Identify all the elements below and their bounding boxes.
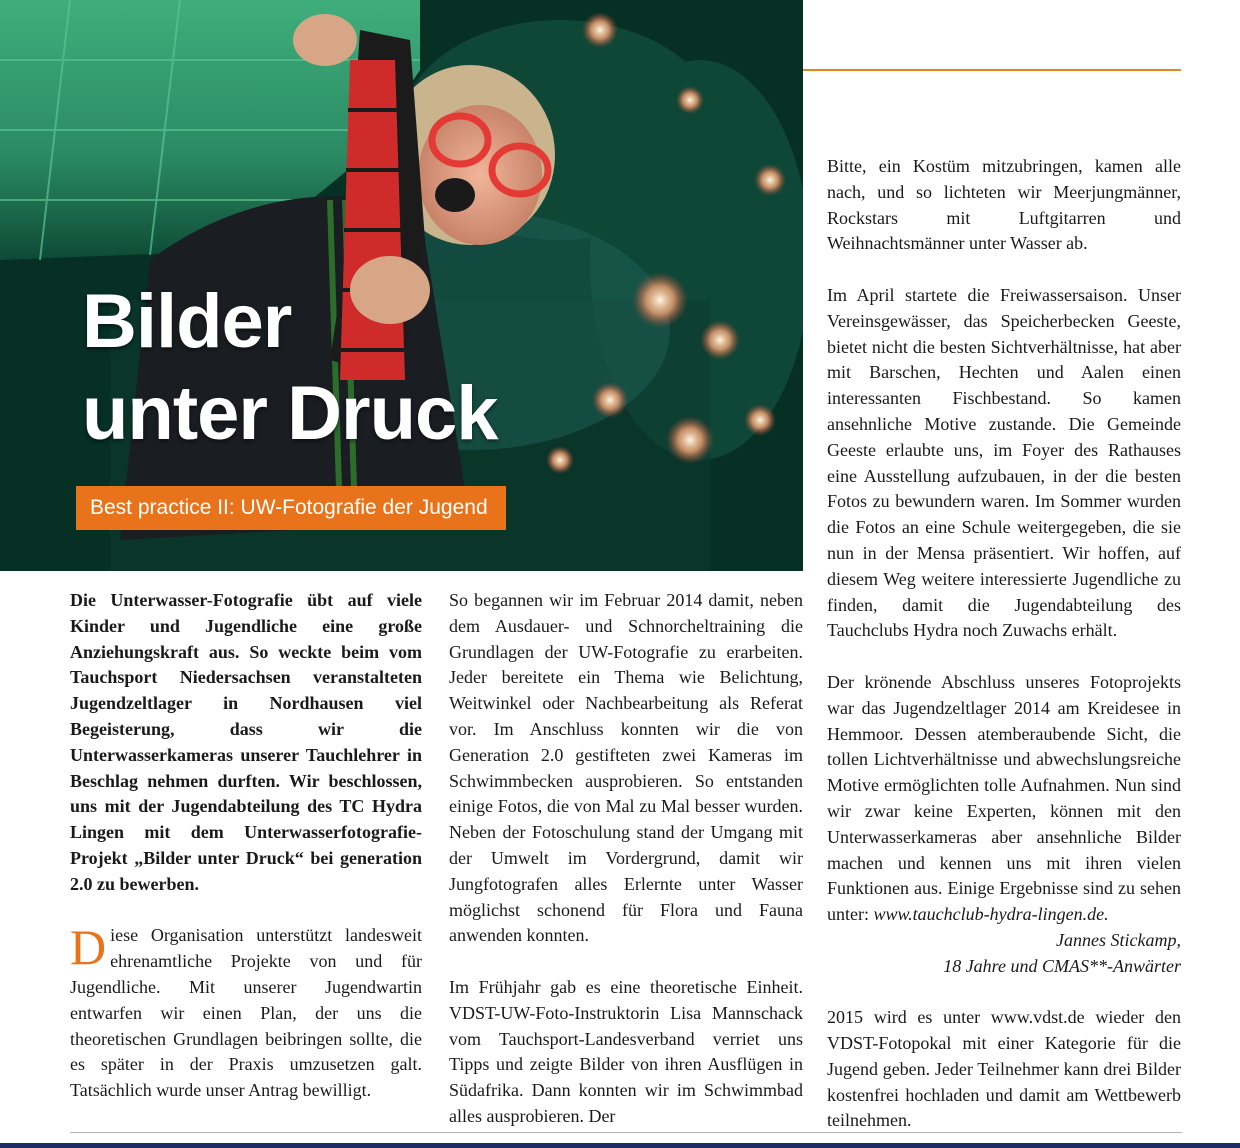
drop-cap: D <box>70 919 107 976</box>
text-column-2 <box>449 588 803 1130</box>
text-column-1 <box>70 588 422 1104</box>
headline-line-1: Bilder <box>82 279 292 364</box>
body-paragraph: Im April startete die Freiwassersaison. Unser Vereinsgewässer, das Speicherbecken Geeste, bietet nicht die besten Sichtverhältnisse, hat aber mit Barschen, Hechten und Aalen einen interessanten Fischbestand. So kamen ansehnliche Motive zustande. Die Gemeinde Geeste erlaubte uns, im Foyer des Rathauses eine Ausstellung aufzubauen, in der die besten Fotos zu bewundern waren. Im Sommer wurden die Fotos an eine Schule weitergegeben, die sie nun in der Mensa präsentiert. Wir hoffen, auf diesem Weg weitere interessierte Jugendliche zu finden, damit die Jugendabteilung des Tauchclubs Hydra noch Zuwachs erhält. <box>827 284 1181 641</box>
orange-divider-rule <box>803 69 1181 71</box>
body-paragraph-text: Der krönende Abschluss unseres Fotoprojekts war das Jugendzeltlager 2014 am Kreidesee in Hemmoor. Dessen atemberaubende Sicht, die tollen Lichtverhältnisse und abwechslungsreiche Motive ermöglichten tolle Aufnahmen. Nun sind wir zwar keine Experten, können mit den Unterwasserkameras aber ansehnliche Bilder machen und kennen uns mit ihren vielen Funktionen aus. Einige Ergebnisse sind zu sehen unter: <box>827 671 1181 925</box>
paragraph-gap <box>827 644 1181 670</box>
website-link[interactable]: www.tauchclub-hydra-lingen.de. <box>873 904 1109 925</box>
headline-line-2: unter Druck <box>82 371 498 456</box>
body-paragraph: Bitte, ein Kostüm mitzubringen, kamen alle nach, und so lichteten wir Meerjungmänner, Rockstars mit Luftgitarren und Weihnachtsmänner unter Wasser ab. <box>827 156 1181 254</box>
hero-photo <box>0 0 803 571</box>
body-paragraph-text: iese Organisation unterstützt landesweit ehrenamtliche Projekte von und für Jugendliche. Mit unserer Jugendwartin entwarfen wir einen Plan, der uns die theoretischen Grundlagen beibringen sollte, die es später in der Praxis umzusetzen galt. Tatsächlich wurde unser Antrag bewilligt. <box>70 925 422 1101</box>
body-paragraph: So begannen wir im Februar 2014 damit, neben dem Ausdauer- und Schnorcheltraining die Grundlagen der UW-Fotografie zu erarbeiten. Jeder bereitete ein Thema wie Belichtung, Weitwinkel oder Nachbearbeitung als Referat vor. Im Anschluss konnten wir die von Generation 2.0 gestifteten zwei Kameras im Schwimmbecken ausprobieren. So entstanden einige Fotos, die von Mal zu Mal besser wurden. Neben der Fotoschulung stand der Umgang mit der Umwelt im Vordergrund, damit wir Jungfotografen alles Erlernte unter Wasser möglichst schonend für Flora und Fauna anwenden konnten. <box>449 590 803 946</box>
lead-paragraph: Die Unterwasser-Fotografie übt auf viele Kinder und Jugendliche eine große Anziehungskraft aus. So weckte beim vom Tauchsport Niedersachsen veranstalteten Jugendzeltlager in Nordhausen viel Begeisterung, dass wir die Unterwasserkameras unserer Tauchlehrer in Beschlag nehmen durften. Wir beschlossen, uns mit der Jugendabteilung des TC Hydra Lingen mit dem Unterwasserfotografie-Projekt „Bilder unter Druck“ bei generation 2.0 zu bewerben. <box>70 590 422 894</box>
author-name: Jannes Stickamp, <box>1056 929 1181 950</box>
paragraph-gap <box>827 980 1181 1006</box>
article-subtitle-banner: Best practice II: UW-Fotografie der Jugend <box>76 486 506 530</box>
author-info: 18 Jahre und CMAS**-Anwärter <box>943 955 1181 976</box>
body-paragraph <box>70 919 422 1104</box>
text-column-3 <box>827 154 1181 1134</box>
article-headline <box>82 276 498 460</box>
body-paragraph: Im Frühjahr gab es eine theoretische Einheit. VDST-UW-Foto-Instruktorin Lisa Mannschack vom Tauchsport-Landesverband verriet uns Tipps und zeigte Bilder von ihren Ausflügen in Südafrika. Dann konnten wir im Schwimmbad alles ausprobieren. Der <box>449 976 803 1126</box>
body-paragraph <box>827 670 1181 928</box>
body-paragraph: 2015 wird es unter www.vdst.de wieder den VDST-Fotopokal mit einer Kategorie für die Jugend geben. Jeder Teilnehmer kann drei Bilder kostenfrei hochladen und damit am Wettbewerb teilnehmen. <box>827 1007 1181 1131</box>
footer-color-strip <box>0 1143 1240 1148</box>
bottom-divider-rule <box>70 1132 1182 1133</box>
paragraph-gap <box>827 257 1181 283</box>
paragraph-gap <box>449 949 803 975</box>
paragraph-gap <box>70 898 422 924</box>
